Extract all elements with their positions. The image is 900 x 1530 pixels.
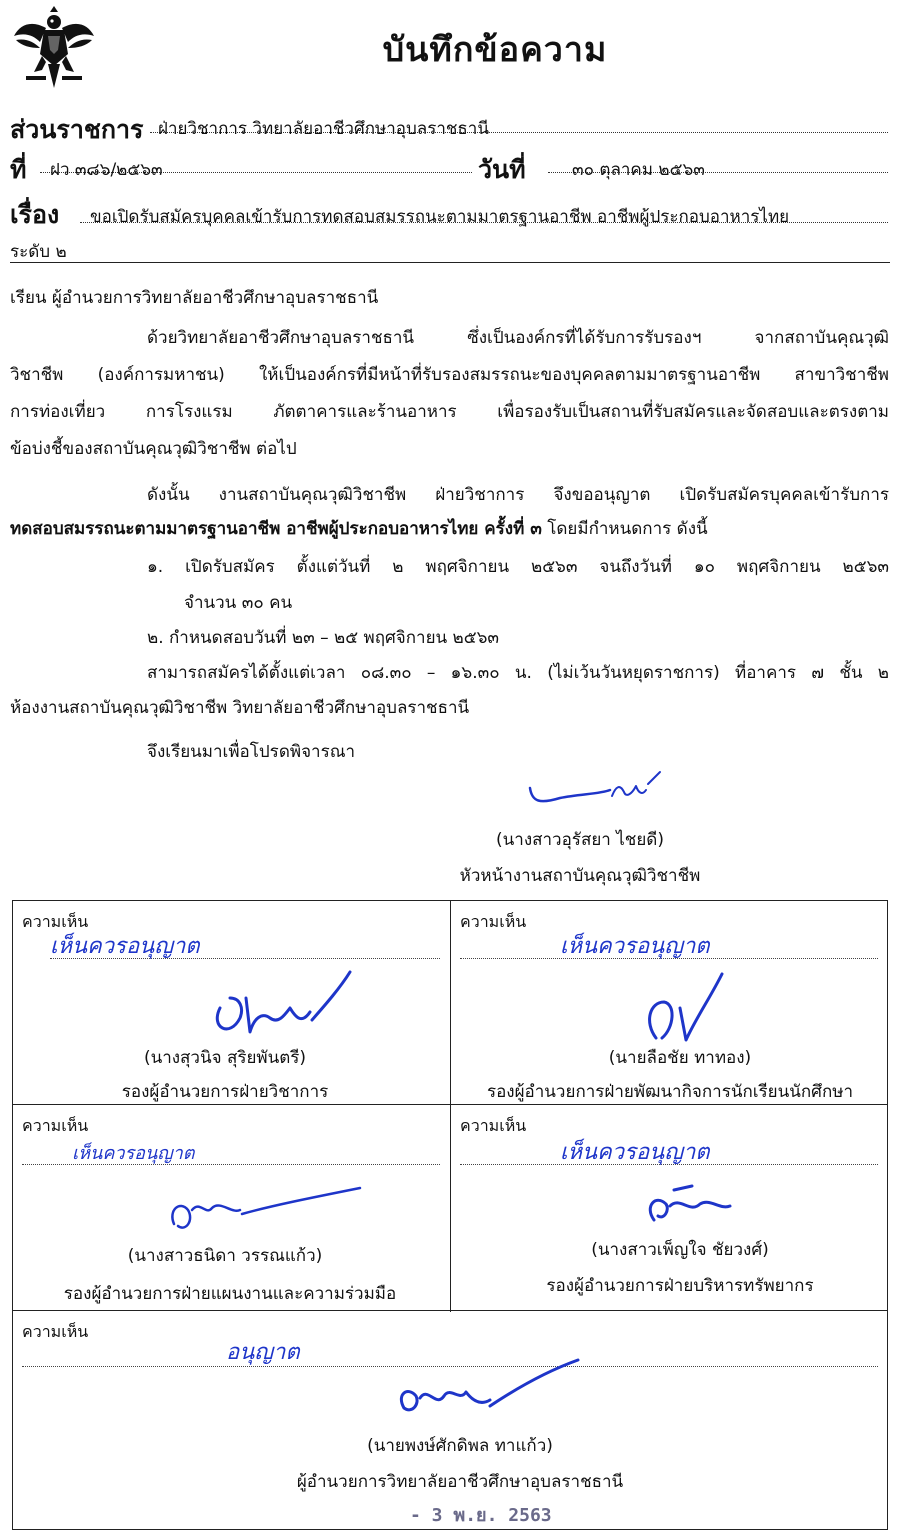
grid-vertical-divider [450,900,451,1312]
box5-opinion-label: ความเห็น [22,1322,89,1341]
box4-handwritten: เห็นควรอนุญาต [560,1140,710,1165]
box3-handwritten: เห็นควรอนุญาต [72,1143,195,1164]
memo-title: บันทึกข้อความ [382,30,608,70]
box2-signature [630,968,740,1048]
box5-position: ผู้อำนวยการวิทยาลัยอาชีวศึกษาอุบลราชธานี [296,1472,624,1492]
p2-line2-bold: ทดสอบสมรรถนะตามมาตรฐานอาชีพ อาชีพผู้ประกอบอาหารไทย ครั้งที่ ๓ [10,519,542,539]
box5-signature [390,1356,590,1436]
box3-name: (นางสาวธนิดา วรรณแก้ว) [127,1246,323,1266]
box5-handwritten: อนุญาต [226,1340,300,1365]
box5-name: (นายพงษ์ศักดิพล ทาแก้ว) [367,1436,553,1456]
p1-line1: ด้วยวิทยาลัยอาชีวศึกษาอุบลราชธานี ซึ่งเป็นองค์กรที่ได้รับการรับรองฯ จากสถาบันคุณวุฒิ [147,328,889,348]
box4-position: รองผู้อำนวยการฝ่ายบริหารทรัพยากร [546,1276,814,1296]
p2-line2-rest: โดยมีกำหนดการ ดังนี้ [541,519,708,539]
box1-position: รองผู้อำนวยการฝ่ายวิชาการ [121,1082,329,1102]
box4-opinion-label: ความเห็น [460,1116,527,1135]
p2-line1: ดังนั้น งานสถาบันคุณวุฒิวิชาชีพ ฝ่ายวิชาการ จึงขออนุญาต เปิดรับสมัครบุคคลเข้ารับการ [147,485,889,505]
signer-name: (นางสาวอุรัสยา ไชยดี) [496,830,664,850]
agency-value: ฝ่ายวิชาการ วิทยาลัยอาชีวศึกษาอุบลราชธานี [158,119,489,139]
ref-label: ที่ [10,155,27,184]
item1-line1: ๑. เปิดรับสมัคร ตั้งแต่วันที่ ๒ พฤศจิกายน ๒๕๖๓ จนถึงวันที่ ๑๐ พฤศจิกายน ๒๕๖๓ [147,557,889,577]
date-value: ๓๐ ตุลาคม ๒๕๖๓ [572,160,705,180]
box4-name: (นางสาวเพ็ญใจ ชัยวงศ์) [591,1240,769,1260]
box2-handwritten: เห็นควรอนุญาต [560,934,710,959]
closing: จึงเรียนมาเพื่อโปรดพิจารณา [147,742,356,762]
box1-name: (นางสุวนิจ สุริยพันตรี) [143,1048,307,1068]
box3-opinion-label: ความเห็น [22,1116,89,1135]
p1-line4: ข้อบ่งชี้ของสถาบันคุณวุฒิวิชาชีพ ต่อไป [10,439,297,459]
box3-position: รองผู้อำนวยการฝ่ายแผนงานและความร่วมมือ [63,1284,397,1304]
box3-signature [160,1180,380,1244]
box2-name: (นายลือชัย ทาทอง) [608,1048,752,1068]
item2: ๒. กำหนดสอบวันที่ ๒๓ – ๒๕ พฤศจิกายน ๒๕๖๓ [147,628,500,648]
signer-position: หัวหน้างานสถาบันคุณวุฒิวิชาชีพ [459,866,701,886]
p1-line2: วิชาชีพ (องค์การมหาชน) ให้เป็นองค์กรที่มีหน้าที่รับรองสมรรถนะของบุคคลตามมาตรฐานอาชีพ สาขาวิชาชีพ [10,365,889,385]
p3-line1: สามารถสมัครได้ตั้งแต่เวลา ๐๘.๓๐ – ๑๖.๓๐ น. (ไม่เว้นวันหยุดราชการ) ที่อาคาร ๗ ชั้น ๒ [147,663,889,683]
header-divider [10,262,890,263]
box2-position: รองผู้อำนวยการฝ่ายพัฒนากิจการนักเรียนนักศึกษา [486,1082,854,1102]
subject-value-line1: ขอเปิดรับสมัครบุคคลเข้ารับการทดสอบสมรรถนะตามมาตรฐานอาชีพ อาชีพผู้ประกอบอาหารไทย [90,207,790,227]
salutation: เรียน ผู้อำนวยการวิทยาลัยอาชีวศึกษาอุบลราชธานี [10,288,379,308]
subject-label: เรื่อง [10,200,60,229]
box1-signature [200,968,360,1048]
p3-line2: ห้องงานสถาบันคุณวุฒิวิชาชีพ วิทยาลัยอาชีวศึกษาอุบลราชธานี [10,698,470,718]
box4-signature [640,1180,740,1230]
box1-opinion-label: ความเห็น [22,912,89,931]
date-label: วันที่ [478,155,526,184]
box1-handwritten: เห็นควรอนุญาต [50,934,200,959]
p1-line3: การท่องเที่ยว การโรงแรม ภัตตาคารและร้านอาหาร เพื่อรองรับเป็นสถานที่รับสมัครและจัดสอบและตรงตาม [10,402,889,422]
date-stamp: - 3 พ.ย. 2563 [410,1505,552,1526]
box2-opinion-label: ความเห็น [460,912,527,931]
signature-main [520,768,670,818]
agency-label: ส่วนราชการ [10,115,144,144]
ref-value: ฝว ๓๘๖/๒๕๖๓ [50,160,163,180]
p2-line2 [10,511,889,548]
subject-value-line2: ระดับ ๒ [10,242,67,262]
item1-line2: จำนวน ๓๐ คน [184,593,293,613]
grid-divider-2 [12,1310,888,1311]
